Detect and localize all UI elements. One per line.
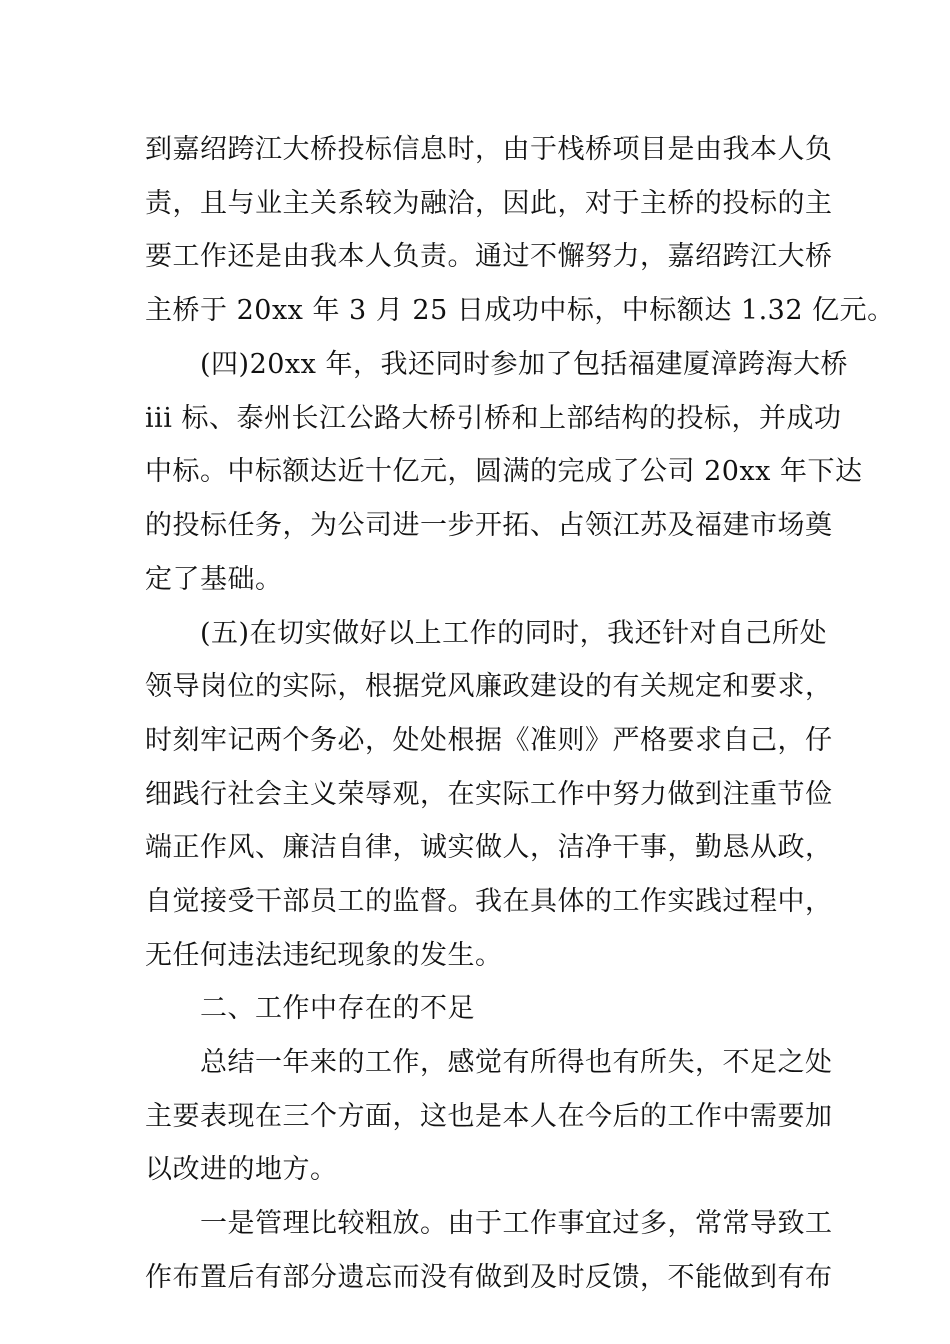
- text-line: 时刻牢记两个务必，处处根据《准则》严格要求自己，仔: [145, 725, 833, 756]
- text-line: 领导岗位的实际，根据党风廉政建设的有关规定和要求，: [145, 671, 833, 702]
- paragraph-start-line: 一是管理比较粗放。由于工作事宜过多，常常导致工: [200, 1208, 833, 1239]
- text-line: 到嘉绍跨江大桥投标信息时，由于栈桥项目是由我本人负: [145, 134, 833, 165]
- text-line: 定了基础。: [145, 564, 283, 595]
- text-line: 端正作风、廉洁自律，诚实做人，洁净干事，勤恳从政，: [145, 832, 833, 863]
- text-line: 无任何违法违纪现象的发生。: [145, 940, 503, 971]
- text-line: 的投标任务，为公司进一步开拓、占领江苏及福建市场奠: [145, 510, 833, 541]
- text-line: 以改进的地方。: [145, 1154, 338, 1185]
- paragraph-start-line: (四)20xx 年，我还同时参加了包括福建厦漳跨海大桥: [200, 349, 848, 380]
- text-line: 作布置后有部分遗忘而没有做到及时反馈，不能做到有布: [145, 1262, 833, 1293]
- text-line: 要工作还是由我本人负责。通过不懈努力，嘉绍跨江大桥: [145, 241, 833, 272]
- text-line: 中标。中标额达近十亿元，圆满的完成了公司 20xx 年下达: [145, 456, 863, 487]
- section-heading: 二、工作中存在的不足: [200, 993, 475, 1024]
- text-line: 责，且与业主关系较为融洽，因此，对于主桥的投标的主: [145, 188, 833, 219]
- text-line: 主要表现在三个方面，这也是本人在今后的工作中需要加: [145, 1101, 833, 1132]
- text-line: 细践行社会主义荣辱观，在实际工作中努力做到注重节俭: [145, 779, 833, 810]
- text-line: 主桥于 20xx 年 3 月 25 日成功中标，中标额达 1.32 亿元。: [145, 295, 895, 326]
- text-line: iii 标、泰州长江公路大桥引桥和上部结构的投标，并成功: [145, 403, 842, 434]
- text-line: 自觉接受干部员工的监督。我在具体的工作实践过程中，: [145, 886, 833, 917]
- paragraph-start-line: 总结一年来的工作，感觉有所得也有所失，不足之处: [200, 1047, 833, 1078]
- paragraph-start-line: (五)在切实做好以上工作的同时，我还针对自己所处: [200, 618, 828, 649]
